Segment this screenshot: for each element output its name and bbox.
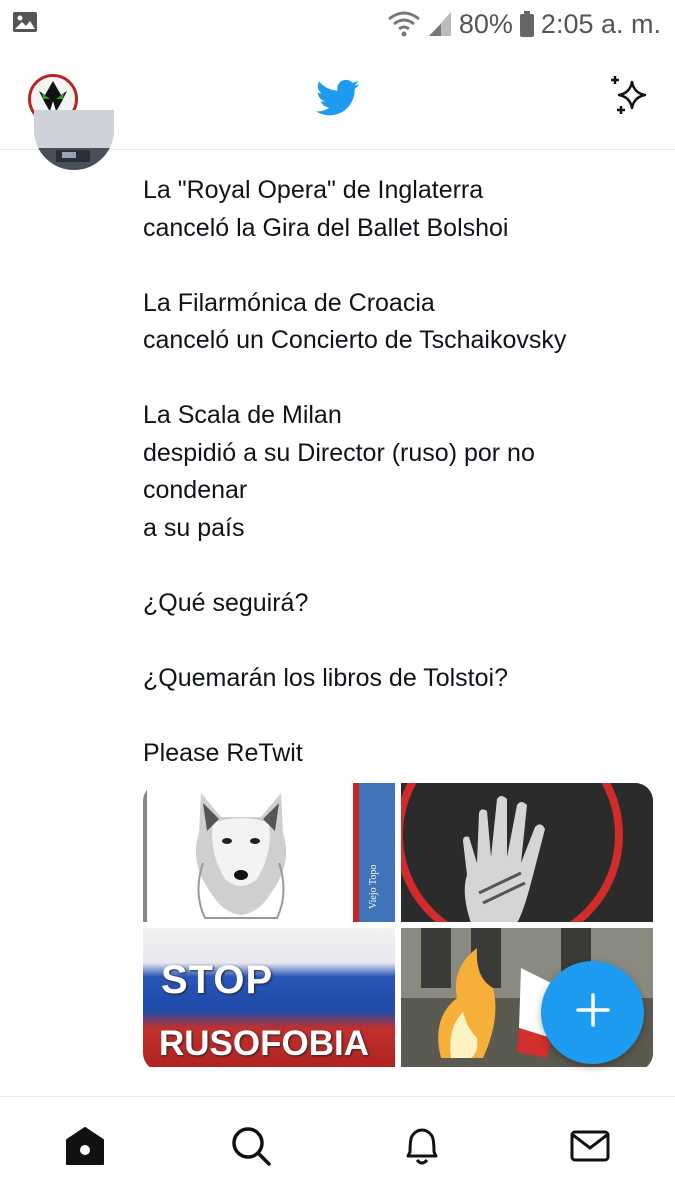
home-icon xyxy=(63,1124,107,1173)
wifi-icon xyxy=(387,10,421,38)
image-icon xyxy=(12,10,38,34)
nav-messages[interactable] xyxy=(567,1125,613,1171)
twitter-bird-icon[interactable] xyxy=(316,78,360,118)
nav-search[interactable] xyxy=(228,1125,274,1171)
clock: 2:05 a. m. xyxy=(540,8,661,39)
tweet-paragraph: La Filarmónica de Croacia canceló un Concierto de Tschaikovsky xyxy=(143,288,567,354)
tweet-paragraph: La Scala de Milan despidió a su Director (ruso) por no condenar a su país xyxy=(143,401,535,542)
nav-notifications[interactable] xyxy=(399,1125,445,1171)
author-avatar[interactable] xyxy=(34,110,114,170)
compose-tweet-button[interactable] xyxy=(541,961,644,1064)
book-spine-text: Viejo Topo xyxy=(368,864,379,909)
tweet-paragraph: La "Royal Opera" de Inglaterra canceló la Gira del Ballet Bolshoi xyxy=(143,176,509,242)
stop-text: STOP xyxy=(161,958,274,1002)
nav-home[interactable] xyxy=(62,1125,108,1171)
battery-icon xyxy=(519,10,535,38)
bell-icon xyxy=(400,1124,444,1173)
signal-icon xyxy=(427,10,453,38)
battery-text: 80% xyxy=(458,8,513,39)
media-hand-print[interactable] xyxy=(401,783,653,922)
tweet-paragraph: Please ReTwit xyxy=(143,738,303,767)
tweet-body xyxy=(143,172,643,772)
status-icons xyxy=(387,6,661,42)
media-stop-rusofobia[interactable] xyxy=(143,928,395,1067)
search-icon xyxy=(229,1124,273,1173)
mail-icon xyxy=(568,1124,612,1173)
plus-icon xyxy=(574,991,612,1034)
rusofobia-text: RUSOFOBIA xyxy=(159,1024,369,1063)
tweet-paragraph: ¿Quemarán los libros de Tolstoi? xyxy=(143,663,508,692)
media-wolf-book[interactable] xyxy=(143,783,395,922)
tweet-paragraph: ¿Qué seguirá? xyxy=(143,588,309,617)
status-bar xyxy=(0,0,675,50)
bottom-navigation xyxy=(0,1096,675,1200)
sparkle-icon[interactable] xyxy=(607,74,653,120)
